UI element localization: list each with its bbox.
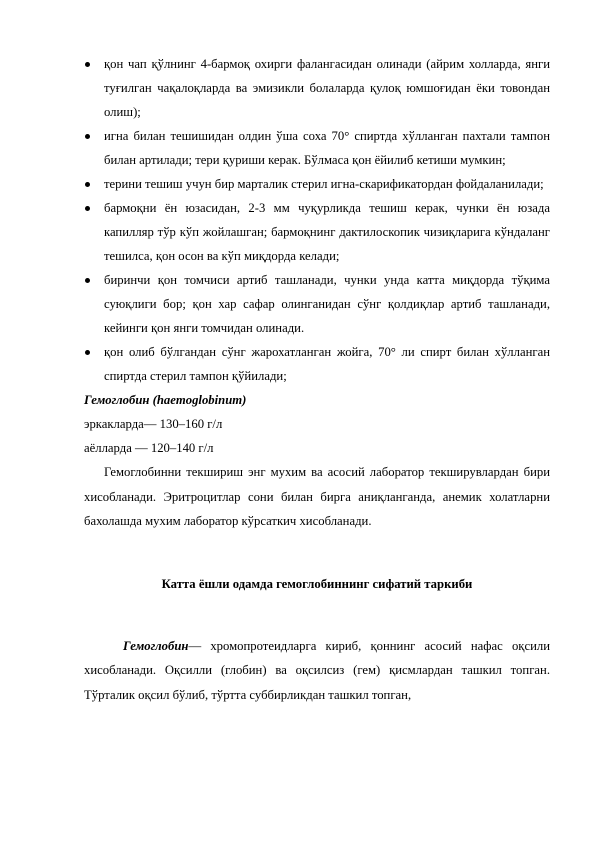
list-item-text: қон олиб бўлгандан сўнг жарохатланган жойга, 70° ли спирт билан хўлланган спиртда стерил тампон қўйилади; [104, 345, 550, 383]
list-item [84, 268, 550, 340]
list-item-text: терини тешиш учун бир марталик стерил игна-скарификатордан фойдаланилади; [104, 177, 544, 191]
norm-women: аёлларда — 120–140 г/л [84, 441, 214, 455]
list-item-text: биринчи қон томчиси артиб ташланади, чунки унда катта миқдорда тўқима суюқлиги бор; қон хар сафар олинганидан сўнг қолдиқлар артиб ташланади, кейинги қон янги томчидан олинади. [104, 273, 550, 335]
bullet-icon [85, 62, 90, 67]
defined-term: Гемоглобин [123, 638, 189, 653]
list-item [84, 52, 550, 124]
list-item [84, 172, 550, 196]
list-item-text: игна билан тешишидан олдин ўша соха 70° спиртда хўлланган пахтали тампон билан артилади; тери қуриши керак. Бўлмаса қон ёйилиб кетиши мумкин; [104, 129, 550, 167]
bullet-icon [85, 206, 90, 211]
body-paragraph: Гемоглобинни текшириш энг мухим ва асосий лаборатор текширувлардан бири хисобланади. Эритроцитлар сони билан бирга аниқланганда, анемик холатларни бахолашда мухим лаборатор кўрсаткич хисобланади. [84, 465, 550, 528]
section-title: Гемоглобин (haemoglobinum) [84, 393, 247, 407]
bullet-icon [85, 278, 90, 283]
definition-text: — хромопротеидларга кириб, қоннинг асосий нафас оқсили хисобланади. Оқсилли (глобин) ва оқсилсиз (гем) қисмлардан ташкил топган. Тўрталик оқсил бўлиб, тўртта суббирликдан ташкил топган, [84, 638, 550, 702]
list-item [84, 196, 550, 268]
list-item [84, 124, 550, 172]
bullet-icon [85, 350, 90, 355]
bullet-icon [85, 134, 90, 139]
list-item-text: қон чап қўлнинг 4-бармоқ охирги фалангасидан олинади (айрим холларда, янги туғилган чақалоқларда ва эмизикли болаларда қулоқ юмшоғидан ёки товондан олиш); [104, 57, 550, 119]
norm-men: эркакларда— 130–160 г/л [84, 417, 223, 431]
list-item [84, 340, 550, 388]
subsection-heading: Катта ёшли одамда гемоглобиннинг сифатий таркиби [161, 576, 473, 591]
procedure-list [84, 52, 550, 388]
list-item-text: бармоқни ён юзасидан, 2-3 мм чуқурликда тешиш керак, чунки ён юзада капилляр тўр кўп жойлашган; бармоқнинг дактилоскопик чизиқларига кўндаланг тешилса, қон осон ва кўп миқдорда келади; [104, 201, 550, 263]
page-content [84, 52, 550, 707]
bullet-icon [85, 182, 90, 187]
definition-paragraph [84, 634, 550, 708]
